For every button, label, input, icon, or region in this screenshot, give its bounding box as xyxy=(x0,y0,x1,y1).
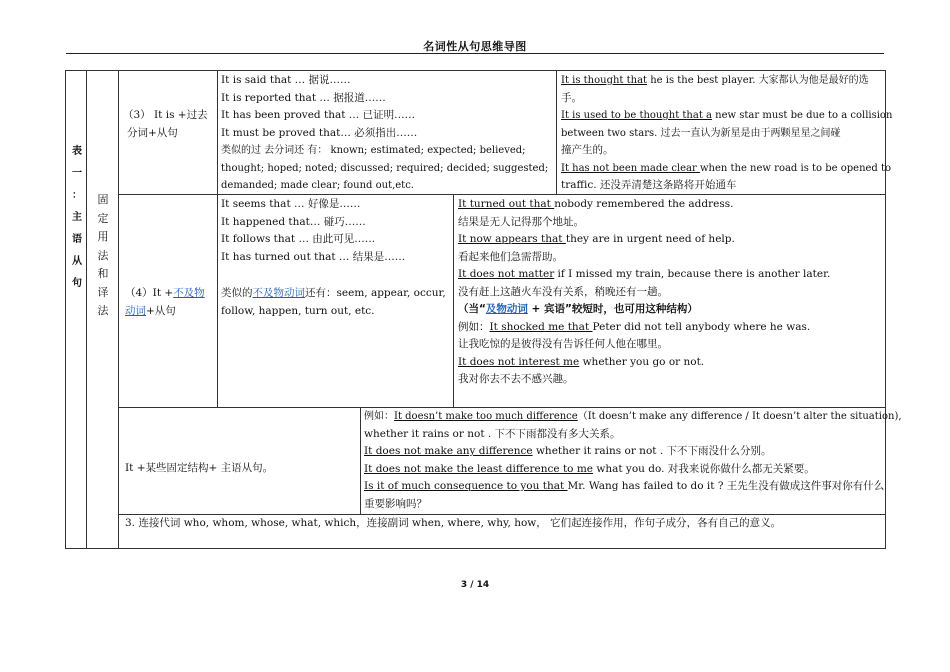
example-line: It does not interest me whether you go or not. xyxy=(458,356,705,368)
verb-link[interactable]: 动词 xyxy=(125,305,146,317)
example-highlight: It now appears that xyxy=(458,233,566,245)
example-highlight: It shocked me that xyxy=(489,321,593,333)
example-line: between two stars. 过去一直认为新星是由于两颗星星之间碰 xyxy=(561,128,841,139)
header-divider xyxy=(66,53,884,54)
connectives-note: 3. 连接代词 who, whom, whose, what, which，连接副词 when, where, why, how， 它们起连接作用，作句子成分，各有自己的意义。 xyxy=(125,517,782,529)
example-line: traffic. 还没弄清楚这条路将开始通车 xyxy=(561,179,737,191)
example-line: It turned out that nobody remembered the address. xyxy=(458,198,734,210)
method-label: 固 定 用 法 和 译 法 xyxy=(97,193,109,317)
phrase-line: It happened that… 碰巧…… xyxy=(221,216,366,228)
example-highlight: It does not make any difference xyxy=(364,445,533,457)
row6-cell xyxy=(118,514,886,549)
row5-examples-cell xyxy=(360,407,902,515)
example-highlight: It does not make the least difference to me xyxy=(364,463,594,475)
example-line: 我对你去不去不感兴趣。 xyxy=(458,373,574,385)
example-line: It does not make the least difference to me what you do. 对我来说你做什么都无关紧要。 xyxy=(364,463,815,475)
page-title: 名词性从句思维导图 xyxy=(423,40,527,53)
row4-label-line1: （4）It +不及物 xyxy=(125,287,205,299)
phrase-line: It has turned out that … 结果是…… xyxy=(221,251,406,263)
example-line: 例如：It shocked me that Peter did not tell anybody where he was. xyxy=(458,321,811,333)
phrase-line: follow, happen, turn out, etc. xyxy=(221,305,375,317)
row3-phrases-cell xyxy=(217,70,557,195)
example-line: 例如：It doesn’t make too much difference（It doesn’t make any difference / It doesn’t alter the situation), xyxy=(364,411,902,422)
phrase-line: It is reported that … 据报道…… xyxy=(221,92,386,104)
example-line: It does not matter if I missed my train, because there is another later. xyxy=(458,268,831,280)
method-label-cell xyxy=(86,70,119,549)
phrase-line: demanded; made clear; found out,etc. xyxy=(221,180,414,191)
example-line: It is thought that he is the best player. 大家都认为他是最好的选 xyxy=(561,75,869,86)
example-highlight: It turned out that xyxy=(458,198,555,210)
row3-examples-cell xyxy=(556,70,893,195)
phrase-line: It seems that … 好像是…… xyxy=(221,198,361,210)
phrase-line: It must be proved that… 必须指出…… xyxy=(221,127,418,139)
table-label-cell xyxy=(65,70,87,549)
example-line: 撞产生的。 xyxy=(561,144,614,156)
phrase-line: It follows that … 由此可见…… xyxy=(221,233,376,245)
row3-label-line1: （3） It is +过去 xyxy=(123,109,208,121)
row4-examples-cell xyxy=(453,194,886,408)
example-highlight: It is used to be thought that a xyxy=(561,110,712,121)
row5-label: It +某些固定结构+ 主语从句。 xyxy=(125,462,274,474)
example-line: Is it of much consequence to you that Mr. Wang has failed to do it ? 王先生没有做成这件事对你有什么 xyxy=(364,480,885,492)
page-number: 3 / 14 xyxy=(460,580,490,590)
example-line: It is used to be thought that a new star must be due to a collision xyxy=(561,110,893,121)
example-highlight: It doesn’t make too much difference xyxy=(394,411,578,422)
phrase-line: thought; hoped; noted; discussed; required; decided; suggested; xyxy=(221,163,549,174)
example-line: 重要影响吗？ xyxy=(364,498,427,510)
example-highlight: It does not matter xyxy=(458,268,555,280)
table-label: 表 一 ： 主 语 从 句 xyxy=(72,146,82,289)
phrase-line: 类似的过 去分词还 有： known; estimated; expected; believed; xyxy=(221,145,526,156)
example-line: 结果是无人记得那个地址。 xyxy=(458,216,584,228)
row4-label-line2: 动词+从句 xyxy=(125,305,176,317)
usage-note: （当“及物动词 + 宾语”较短时，也可用这种结构） xyxy=(458,303,698,315)
example-line: 让我吃惊的是彼得没有告诉任何人他在哪里。 xyxy=(458,338,668,350)
phrase-line: It has been proved that … 已证明…… xyxy=(221,109,416,121)
example-line: 手。 xyxy=(561,92,582,104)
row5-label-cell xyxy=(118,407,361,515)
example-line: It has not been made clear when the new road is to be opened to xyxy=(561,163,892,174)
intransitive-link[interactable]: 不及物 xyxy=(173,287,205,299)
example-line: It does not make any difference whether it rains or not . 下不下雨没什么分别。 xyxy=(364,445,772,457)
phrase-line: 类似的不及物动词还有：seem, appear, occur, xyxy=(221,287,446,299)
row3-label-line2: 分词+从句 xyxy=(127,127,178,139)
example-line: whether it rains or not . 下不下雨都没有多大关系。 xyxy=(364,428,621,440)
example-line: 没有赶上这趟火车没有关系，稍晚还有一趟。 xyxy=(458,286,668,298)
row4-label-cell xyxy=(118,194,218,408)
row4-phrases-cell xyxy=(217,194,454,408)
example-highlight: It has not been made clear xyxy=(561,163,700,174)
phrase-line: It is said that … 据说…… xyxy=(221,74,351,86)
example-line: 看起来他们急需帮助。 xyxy=(458,251,563,263)
example-highlight: It is thought that xyxy=(561,75,648,86)
intransitive-verb-link[interactable]: 不及物动词 xyxy=(252,287,305,299)
example-highlight: It does not interest me xyxy=(458,356,580,368)
example-line: It now appears that they are in urgent need of help. xyxy=(458,233,735,245)
example-highlight: Is it of much consequence to you that xyxy=(364,480,568,492)
transitive-verb-link[interactable]: 及物动词 xyxy=(485,303,528,315)
row3-label-cell xyxy=(118,70,218,195)
